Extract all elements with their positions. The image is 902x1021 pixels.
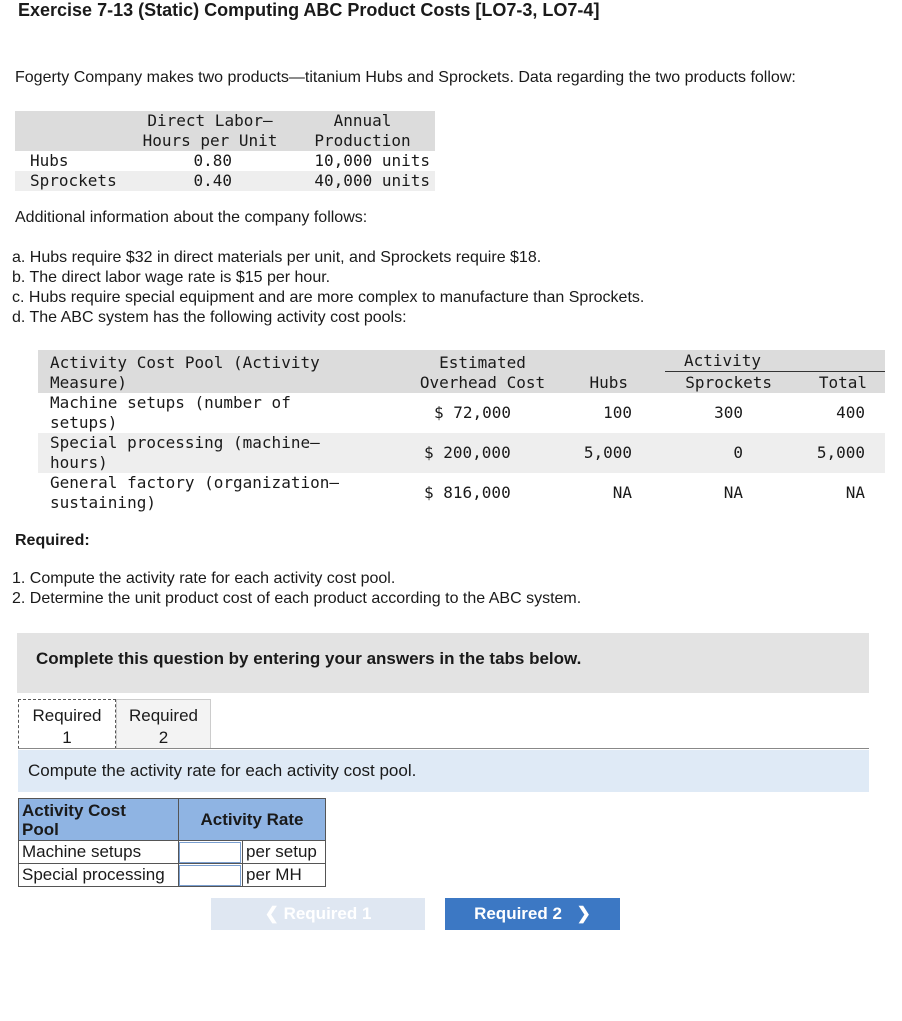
tab-label-line1: Required xyxy=(129,706,198,725)
pool-sprockets: NA xyxy=(723,483,743,502)
additional-info-text: Additional information about the company follows: xyxy=(15,209,368,226)
header-sprockets: Sprockets xyxy=(685,373,772,392)
rate-cell xyxy=(179,864,243,887)
required-item: 1. Compute the activity rate for each activity cost pool. xyxy=(12,570,396,587)
header-pool-text-line2: Pool xyxy=(22,819,59,839)
product-production: 10,000 units xyxy=(314,151,430,170)
info-item: a. Hubs require $32 in direct materials per unit, and Sprockets require $18. xyxy=(12,249,542,266)
tab-label-line1: Required xyxy=(32,706,102,725)
header-total: Total xyxy=(818,373,867,392)
pool-name-line2: setups) xyxy=(50,413,118,432)
header-activity-group: Activity xyxy=(683,351,762,370)
page-title: Exercise 7-13 (Static) Computing ABC Product Costs [LO7-3, LO7-4] xyxy=(18,0,600,20)
chevron-left-icon: ❮ xyxy=(264,904,279,923)
intro-text: Fogerty Company makes two products—titanium Hubs and Sprockets. Data regarding the two products follow: xyxy=(15,69,796,86)
pool-cell: Machine setups xyxy=(19,841,179,864)
product-name: Sprockets xyxy=(30,171,117,190)
rate-cell xyxy=(179,841,243,864)
activity-rate-table xyxy=(18,798,326,887)
header-production-line1: Annual xyxy=(333,111,392,130)
header-est-line2: Overhead Cost xyxy=(419,373,546,392)
tab-instruction: Compute the activity rate for each activity cost pool. xyxy=(28,761,417,780)
product-name: Hubs xyxy=(30,151,69,170)
header-pool-text-line1: Activity Cost xyxy=(22,800,126,820)
header-est-line1: Estimated xyxy=(439,353,526,372)
tab-label-line2: 1 xyxy=(62,728,72,747)
info-item: d. The ABC system has the following activity cost pools: xyxy=(12,309,407,326)
unit-cell: per MH xyxy=(243,864,326,887)
info-item: b. The direct labor wage rate is $15 per hour. xyxy=(12,269,331,286)
next-button-label: Required 2 xyxy=(474,904,562,923)
pool-hubs: 100 xyxy=(603,403,632,422)
pool-hubs: NA xyxy=(612,483,632,502)
pool-total: NA xyxy=(845,483,865,502)
tab-divider xyxy=(18,748,869,749)
pool-cost: $ 200,000 xyxy=(424,443,511,462)
product-dlh: 0.80 xyxy=(193,151,232,170)
pool-total: 5,000 xyxy=(816,443,865,462)
header-dlh-line1: Direct Labor– xyxy=(147,111,273,130)
chevron-right-icon: ❯ xyxy=(576,904,591,923)
pool-total: 400 xyxy=(836,403,865,422)
header-activity-rate: Activity Rate xyxy=(179,799,326,841)
unit-cell: per setup xyxy=(243,841,326,864)
header-activity-cost-pool xyxy=(19,799,179,841)
special-processing-rate-input[interactable] xyxy=(179,865,241,886)
product-dlh: 0.40 xyxy=(193,171,232,190)
previous-button-label: Required 1 xyxy=(283,904,372,923)
info-item: c. Hubs require special equipment and are more complex to manufacture than Sprockets. xyxy=(12,289,645,306)
pool-name-line2: hours) xyxy=(50,453,108,472)
table-row xyxy=(19,864,326,887)
pool-name-line1: Machine setups (number of xyxy=(50,393,291,412)
header-dlh-line2: Hours per Unit xyxy=(142,131,278,150)
pool-cell: Special processing xyxy=(19,864,179,887)
activity-group-underline xyxy=(665,371,885,372)
header-pool-line2: Measure) xyxy=(50,373,128,392)
required-item: 2. Determine the unit product cost of each product according to the ABC system. xyxy=(12,590,582,607)
table-row xyxy=(19,841,326,864)
pool-name-line1: Special processing (machine– xyxy=(50,433,320,452)
banner-text: Complete this question by entering your answers in the tabs below. xyxy=(36,649,582,668)
product-production: 40,000 units xyxy=(314,171,430,190)
previous-button[interactable] xyxy=(211,898,425,930)
tab-required-2[interactable] xyxy=(116,699,211,749)
header-hubs: Hubs xyxy=(589,373,628,392)
header-pool-line1: Activity Cost Pool (Activity xyxy=(50,353,320,372)
pool-cost: $ 72,000 xyxy=(434,403,512,422)
tab-required-1[interactable] xyxy=(18,699,116,749)
pool-cost: $ 816,000 xyxy=(424,483,511,502)
pool-sprockets: 300 xyxy=(714,403,743,422)
tab-label-line2: 2 xyxy=(158,728,169,747)
next-button[interactable] xyxy=(445,898,620,930)
pool-name-line2: sustaining) xyxy=(50,493,156,512)
machine-setups-rate-input[interactable] xyxy=(179,842,241,863)
pool-sprockets: 0 xyxy=(733,443,743,462)
pool-name-line1: General factory (organization– xyxy=(50,473,339,492)
pool-hubs: 5,000 xyxy=(583,443,632,462)
header-production-line2: Production xyxy=(314,131,411,150)
required-label: Required: xyxy=(15,532,90,549)
